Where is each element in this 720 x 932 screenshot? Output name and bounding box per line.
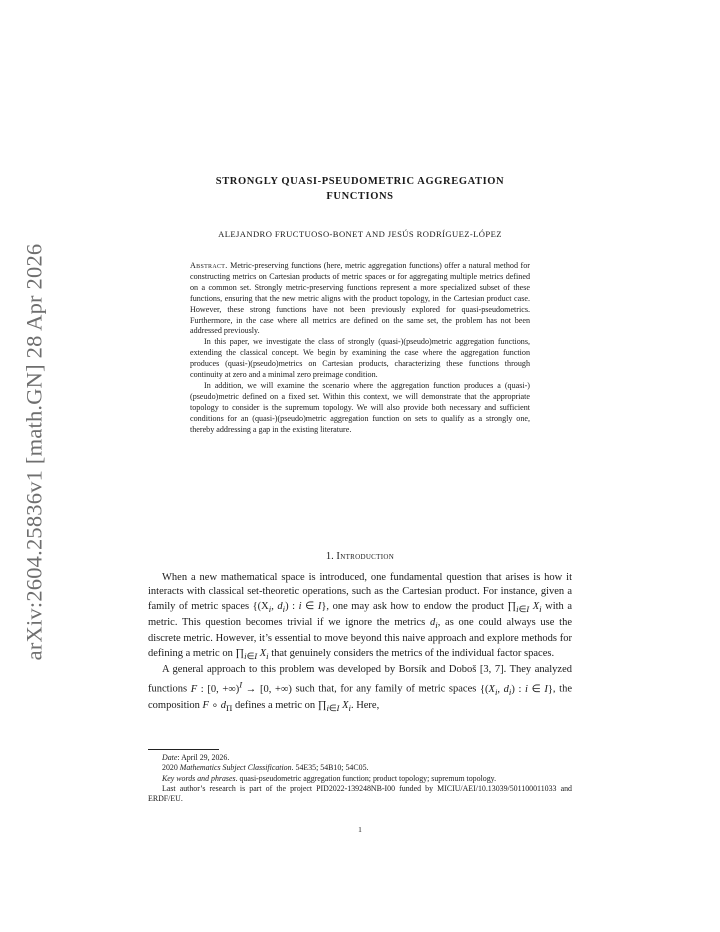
intro-text: A general approach to this problem was developed by Borsík and Doboš [3, 7]. They analyzed functions bbox=[148, 664, 572, 695]
intro-text: , as one could always use the discrete metric. However, it’s essential to move beyond this naive approach and explore methods for defining a metric on bbox=[148, 616, 573, 659]
math-product: $\prod_{i\in I}$ $X_i$ bbox=[235, 647, 269, 661]
intro-paragraph-2 bbox=[148, 663, 572, 716]
introduction-body bbox=[148, 571, 572, 716]
abstract bbox=[190, 261, 530, 436]
intro-text: such that, for any family of metric spaces bbox=[291, 683, 480, 695]
title-line-1: STRONGLY QUASI-PSEUDOMETRIC AGGREGATION bbox=[215, 176, 505, 187]
footnote-label: Mathematics Subject Classification bbox=[179, 763, 292, 773]
math-family: {($X_i$, $d_i$) : i ∈ I} bbox=[479, 683, 553, 697]
intro-text: with a metric. This question becomes trivial if we ignore the metrics bbox=[148, 600, 573, 628]
math-product: $\prod_{i\in I}$ $X_i$ bbox=[507, 600, 542, 614]
intro-text: , one may ask how to endow the product bbox=[326, 600, 508, 612]
intro-text: , the composition bbox=[148, 683, 573, 712]
arxiv-stamp bbox=[6, 232, 62, 672]
footnote-date bbox=[148, 753, 572, 763]
math-composition: F ∘ $d_\Pi$ bbox=[202, 700, 233, 714]
intro-text: When a new mathematical space is introduced, one fundamental question that arises is how it interacts with classical set-theoretic operations, such as the Cartesian product. For instance, given a family of metric spaces bbox=[148, 572, 572, 612]
abstract-heading: Abstract. bbox=[190, 261, 228, 270]
math-function: F : [0, +∞)$^I$ → [0, +∞) bbox=[190, 679, 292, 695]
math-metric: $d_i$ bbox=[430, 616, 438, 631]
footnote-rule bbox=[148, 749, 219, 750]
intro-text: that genuinely considers the metrics of the individual factor spaces. bbox=[268, 647, 555, 659]
intro-text: . Here, bbox=[350, 700, 380, 712]
math-product: $\prod_{i\in I}$ $X_i$ bbox=[317, 700, 351, 714]
footnotes bbox=[148, 753, 572, 804]
abstract-paragraph-3: In addition, we will examine the scenario where the aggregation function produces a (quasi-)(pseudo)metric defined on a fixed set. Within this context, we will demonstrate that the appropriate topology to consider is the supremum topology. We will also provide both necessary and sufficient conditions for an (quasi-)(pseudo)metric aggregation function on sets to qualify as a strongly one, thereby addressing a gap in the existing literature. bbox=[190, 380, 530, 434]
section-heading bbox=[140, 551, 580, 562]
footnote-label: Key words and phrases bbox=[162, 773, 236, 783]
arxiv-identifier: arXiv:2604.25836v1 [math.GN] 28 Apr 2026 bbox=[21, 243, 47, 661]
intro-paragraph-1 bbox=[148, 571, 572, 663]
footnote-msc bbox=[148, 763, 572, 773]
footnote-value: . 54E35; 54B10; 54C05. bbox=[291, 763, 369, 773]
abstract-text-1: Metric-preserving functions (here, metric aggregation functions) offer a natural method for constructing metrics on Cartesian products of metric spaces or for aggregating multiple metrics defined on a common set. Strongly metric-preserving functions represent a more specialized subset of these functions, ensuring that the new metric aligns with the product topology, in the Cartesian product case. However, these strong functions have not been previously explored for quasi-pseudometrics. Furthermore, in the case where all metrics are defined on the same set, the problem has not been addressed previously. bbox=[190, 261, 530, 336]
footnote-keywords bbox=[148, 774, 572, 784]
math-family: {($X_i$, $d_i$) : i ∈ I} bbox=[252, 600, 327, 614]
abstract-paragraph-2: In this paper, we investigate the class of strongly (quasi-)(pseudo)metric aggregation functions, extending the classical concept. We begin by examining the case where the aggregation function produces (quasi-)(pseudo)metrics on Cartesian products, characterizing these functions through continuity at zero and a minimal zero preimage condition. bbox=[190, 337, 530, 380]
intro-text: defines a metric on bbox=[232, 700, 318, 712]
footnote-value: . quasi-pseudometric aggregation function; product topology; supremum topology. bbox=[235, 773, 497, 783]
title-line-2: FUNCTIONS bbox=[326, 191, 394, 202]
page-number: 1 bbox=[358, 825, 362, 834]
footnote-funding: Last author’s research is part of the project PID2022-139248NB-I00 funded by MICIU/AEI/10.13039/501100011033 and ERDF/EU. bbox=[148, 783, 572, 804]
section-number: 1. bbox=[325, 551, 334, 562]
footnote-value: 2020 bbox=[162, 763, 180, 773]
math-text: {(X bbox=[252, 600, 269, 612]
section-title: Introduction bbox=[336, 551, 395, 562]
author-list: ALEJANDRO FRUCTUOSO-BONET AND JESÚS RODRÍGUEZ-LÓPEZ bbox=[218, 229, 502, 239]
footnote-value: : April 29, 2026. bbox=[177, 753, 230, 762]
footnote-label: Date bbox=[162, 753, 178, 762]
paper-title bbox=[140, 174, 580, 204]
abstract-paragraph-1 bbox=[190, 261, 530, 337]
